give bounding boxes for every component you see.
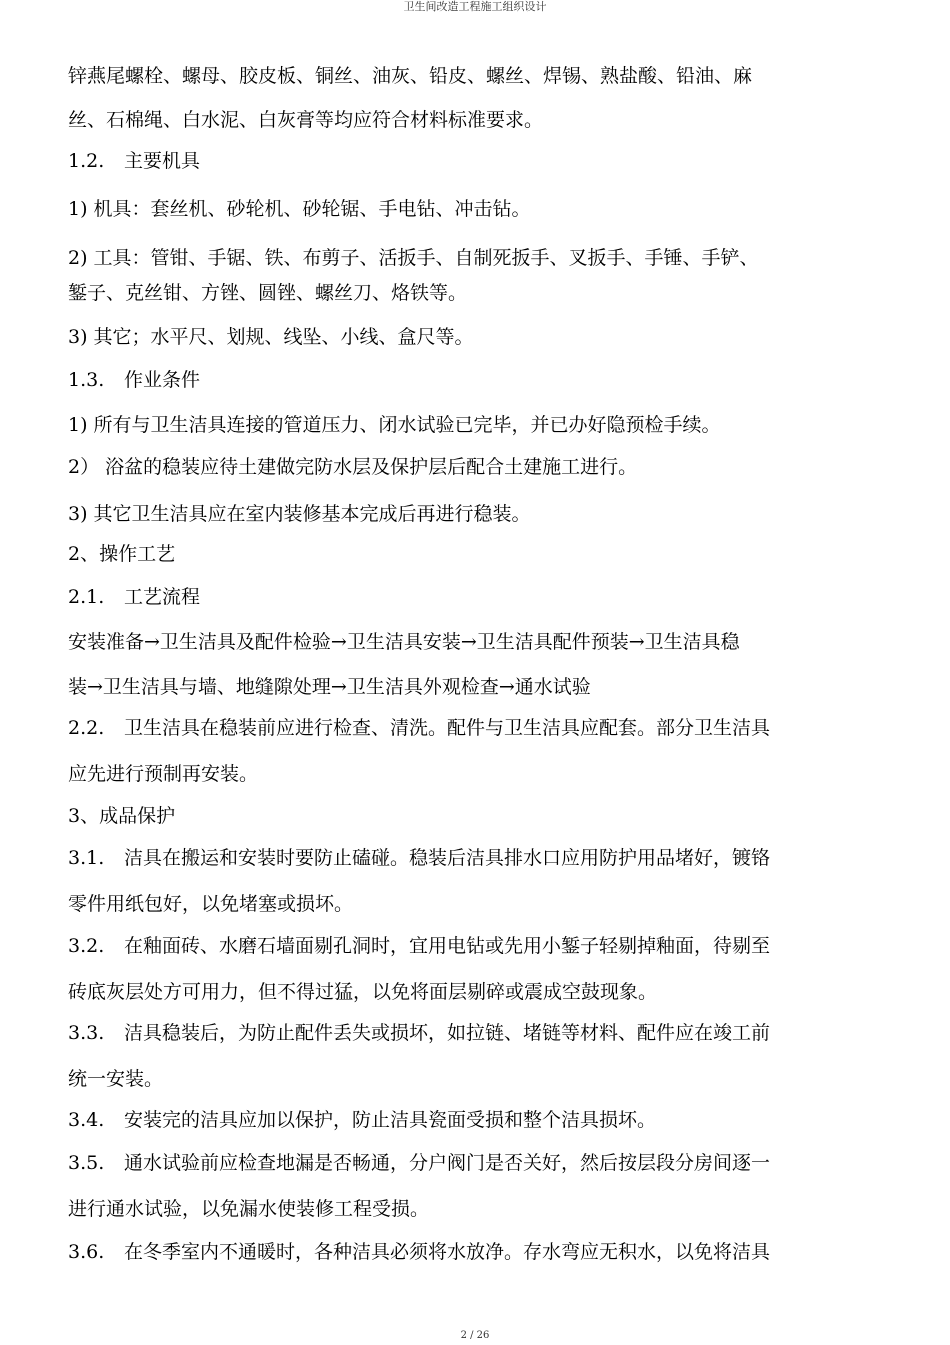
paragraph-line (68, 325, 474, 349)
paragraph-line (68, 197, 531, 221)
paragraph-line (68, 281, 467, 305)
line-text: 在釉面砖、水磨石墙面剔孔洞时，宜用电钻或先用小錾子轻剔掉釉面，待剔至 (124, 935, 771, 957)
line-text: 2) 工具：管钳、手锯、铁、布剪子、活扳手、自制死扳手、叉扳手、手锤、手铲、 (68, 247, 759, 269)
line-text: 2、操作工艺 (68, 543, 176, 565)
numbered-paragraph-line (68, 846, 770, 870)
paragraph-line (68, 64, 752, 88)
section-number: 3.6. (68, 1241, 105, 1263)
paragraph-line (68, 630, 740, 654)
line-text: 主要机具 (124, 150, 201, 172)
numbered-paragraph-line (68, 934, 770, 958)
line-text: 丝、石棉绳、白水泥、白灰膏等均应符合材料标准要求。 (68, 109, 544, 131)
line-text: 1) 机具：套丝机、砂轮机、砂轮锯、手电钻、冲击钻。 (68, 198, 531, 220)
numbered-paragraph-line (68, 1240, 770, 1264)
line-text: 錾子、克丝钳、方锉、圆锉、螺丝刀、烙铁等。 (68, 282, 468, 304)
paragraph-line (68, 542, 175, 566)
line-text: 零件用纸包好，以免堵塞或损坏。 (68, 893, 354, 915)
numbered-paragraph-line (68, 716, 770, 740)
section-number: 1.2. (68, 150, 105, 172)
paragraph-line (68, 804, 175, 828)
numbered-paragraph-line (68, 1021, 770, 1045)
line-text: 统一安装。 (68, 1068, 164, 1090)
paragraph-line (68, 246, 759, 270)
line-text: 进行通水试验，以免漏水使装修工程受损。 (68, 1198, 430, 1220)
section-number: 3.4. (68, 1109, 105, 1131)
numbered-paragraph-line (68, 1151, 770, 1175)
paragraph-line (68, 455, 637, 479)
section-number: 1.3. (68, 369, 105, 391)
paragraph-line (68, 675, 591, 699)
line-text: 2） 浴盆的稳装应待土建做完防水层及保护层后配合土建施工进行。 (68, 456, 638, 478)
line-text: 砖底灰层处方可用力，但不得过猛，以免将面层剔碎或震成空鼓现象。 (68, 981, 658, 1003)
line-text: 1) 所有与卫生洁具连接的管道压力、闭水试验已完毕，并已办好隐预检手续。 (68, 414, 721, 436)
page-number: 2 / 26 (460, 1330, 490, 1341)
paragraph-line (68, 1197, 429, 1221)
paragraph-line (68, 892, 353, 916)
line-text: 安装准备→卫生洁具及配件检验→卫生洁具安装→卫生洁具配件预装→卫生洁具稳 (68, 631, 740, 653)
line-text: 洁具在搬运和安装时要防止磕碰。稳装后洁具排水口应用防护用品堵好，镀铬 (124, 847, 771, 869)
line-text: 作业条件 (124, 369, 201, 391)
line-text: 3) 其它卫生洁具应在室内装修基本完成后再进行稳装。 (68, 503, 531, 525)
numbered-paragraph-line (68, 585, 200, 609)
paragraph-line (68, 762, 258, 786)
section-number: 2.1. (68, 586, 105, 608)
paragraph-line (68, 1067, 163, 1091)
section-number: 3.3. (68, 1022, 105, 1044)
paragraph-line (68, 502, 531, 526)
line-text: 应先进行预制再安装。 (68, 763, 259, 785)
line-text: 在冬季室内不通暖时，各种洁具必须将水放净。存水弯应无积水，以免将洁具 (124, 1241, 771, 1263)
line-text: 3、成品保护 (68, 805, 176, 827)
line-text: 洁具稳装后，为防止配件丢失或损坏，如拉链、堵链等材料、配件应在竣工前 (124, 1022, 771, 1044)
page-header: 卫生间改造工程施工组织设计 (403, 0, 547, 13)
line-text: 锌燕尾螺栓、螺母、胶皮板、铜丝、油灰、铅皮、螺丝、焊锡、熟盐酸、铅油、麻 (68, 65, 753, 87)
line-text: 安装完的洁具应加以保护，防止洁具瓷面受损和整个洁具损坏。 (124, 1109, 657, 1131)
line-text: 3) 其它；水平尺、划规、线坠、小线、盒尺等。 (68, 326, 474, 348)
line-text: 卫生洁具在稳装前应进行检查、清洗。配件与卫生洁具应配套。部分卫生洁具 (124, 717, 771, 739)
line-text: 工艺流程 (124, 586, 201, 608)
paragraph-line (68, 108, 543, 132)
numbered-paragraph-line (68, 149, 200, 173)
line-text: 通水试验前应检查地漏是否畅通，分户阀门是否关好，然后按层段分房间逐一 (124, 1152, 771, 1174)
numbered-paragraph-line (68, 1108, 656, 1132)
paragraph-line (68, 413, 721, 437)
numbered-paragraph-line (68, 368, 200, 392)
section-number: 3.5. (68, 1152, 105, 1174)
section-number: 3.2. (68, 935, 105, 957)
section-number: 3.1. (68, 847, 105, 869)
line-text: 装→卫生洁具与墙、地缝隙处理→卫生洁具外观检查→通水试验 (68, 676, 591, 698)
section-number: 2.2. (68, 717, 105, 739)
paragraph-line (68, 980, 657, 1004)
